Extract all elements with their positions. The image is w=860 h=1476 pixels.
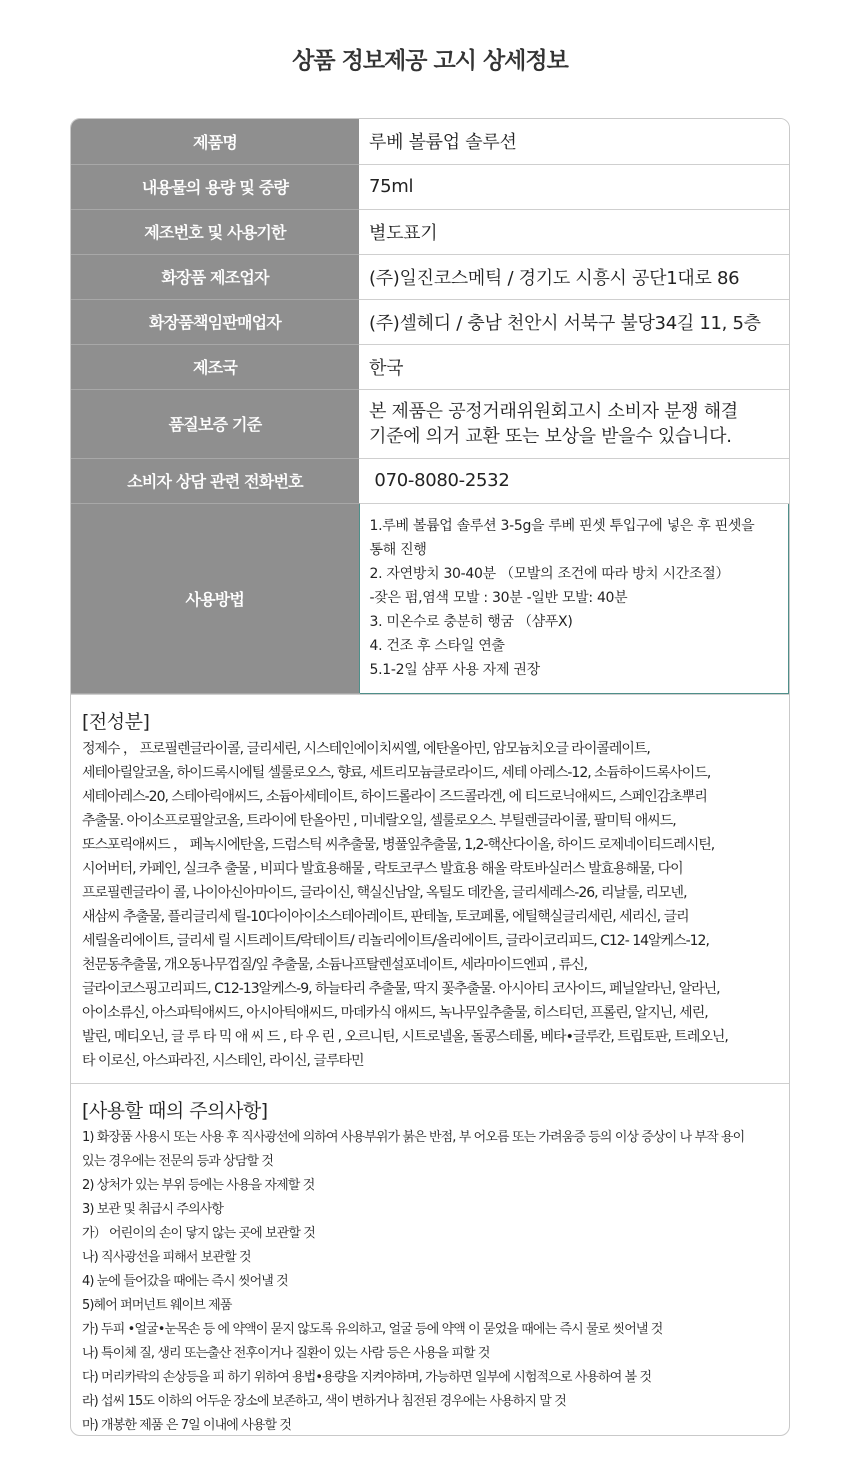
ingredients-line: 시어버터, 카페인, 실크추 출물 , 비피다 발효용해물 , 락토코쿠스 발효용 해올 락토바실러스 발효용해물, 다이 [82, 860, 683, 877]
cautions-title: [사용할 때의 주의사항] [82, 1099, 268, 1122]
ingredients-line: 아이소류신, 아스파틱애씨드, 아시아틱애씨드, 마데카식 애씨드, 녹나무잎추출물, 히스티던, 프롤린, 알지닌, 세린, [82, 1004, 708, 1021]
table-row-usage [71, 503, 789, 693]
caution-line: 2) 상처가 있는 부위 등에는 사용을 자제할 것 [82, 1177, 315, 1193]
phone-number: 070-8080-2532 [359, 458, 789, 503]
product-info-table [71, 119, 789, 694]
usage-line: 2. 자연방치 30-40분 （모발의 조건에 따라 방치 시간조절） [369, 565, 730, 582]
usage-instructions [359, 503, 789, 693]
row-value: 별도표기 [359, 209, 789, 254]
table-row-manufacturer [71, 254, 789, 299]
row-label: 품질보증 기준 [71, 389, 359, 458]
caution-line: 4) 눈에 들어갔을 때에는 즉시 씻어낼 것 [82, 1273, 288, 1289]
caution-line: 마) 개봉한 제품 은 7일 이내에 사용할 것 [82, 1417, 292, 1433]
ingredients-line: 타 이로신, 아스파라진, 시스테인, 라이신, 글루타민 [82, 1052, 364, 1069]
ingredients-line: 프로필렌글라이 콜, 나이아신아마이드, 글라이신, 핵실신남알, 옥틸도 데칸올, 글리세레스-26, 리날룰, 리모넨, [82, 884, 687, 901]
row-value [359, 389, 789, 458]
cautions-list [82, 1126, 778, 1437]
ingredients-line: 세테아릴알코올, 하이드록시에틸 셀룰로오스, 향료, 세트리모늄클로라이드, 세테 아레스-12, 소듐하이드록사이드, [82, 764, 711, 781]
table-row-seller [71, 299, 789, 344]
ingredients-line: 발린, 메티오닌, 글 루 타 믹 애 씨 드 , 타 우 린 , 오르니틴, 시트로넬올, 돌콩스테롤, 베타•글루칸, 트립토판, 트레오닌, [82, 1028, 728, 1045]
row-label: 내용물의 용량 및 중량 [71, 164, 359, 209]
ingredients-line: 또스포릭애씨드 ， 페녹시에탄올, 드럼스틱 씨추출물, 병풀잎추출물, 1,2-핵산다이올, 하이드 로제네이티드레시틴, [82, 836, 715, 853]
ingredients-line: 세테아레스-20, 스테아릭애씨드, 소듐아세테이트, 하이드롤라이 즈드콜라겐, 에 티드로닉애씨드, 스페인감초뿌리 [82, 788, 707, 805]
usage-line: 1.루베 볼륨업 솔루션 3-5g을 루베 핀셋 투입구에 넣은 후 핀셋을 [369, 517, 755, 534]
value-line: 본 제품은 공정거래위원회고시 소비자 분쟁 해결 [369, 400, 738, 422]
row-value: (주)일진코스메틱 / 경기도 시흥시 공단1대로 86 [359, 254, 789, 299]
row-label: 화장품 제조업자 [71, 254, 359, 299]
row-label: 화장품책임판매업자 [71, 299, 359, 344]
row-value: 한국 [359, 344, 789, 389]
row-label: 사용방법 [71, 503, 359, 693]
caution-line: 5)헤어 퍼머넌트 웨이브 제품 [82, 1297, 232, 1313]
caution-line: 1) 화장품 사용시 또는 사용 후 직사광선에 의하여 사용부위가 붉은 반점, 부 어오름 또는 가려움증 등의 이상 증상이 나 부작 용이 [82, 1129, 745, 1145]
table-row-product-name [71, 119, 789, 164]
caution-line: 3) 보관 및 취급시 주의사항 [82, 1201, 224, 1217]
product-info-card [70, 118, 790, 1436]
ingredients-line: 추출물. 아이소프로필알코올, 트라이에 탄올아민 , 미네랄오일, 셀룰로오스. 부틸렌글라이콜, 팔미틱 애씨드, [82, 812, 676, 829]
row-label: 제조번호 및 사용기한 [71, 209, 359, 254]
usage-line: 통해 진행 [369, 541, 427, 558]
page-title: 상품 정보제공 고시 상세정보 [292, 48, 568, 74]
caution-line: 나) 직사광선을 피해서 보관할 것 [82, 1249, 251, 1265]
table-row-lot-expiry [71, 209, 789, 254]
ingredients-line: 세릴올리에이트, 글리세 릴 시트레이트/락테이트/ 리놀리에이트/올리에이트, 글라이코리피드, C12- 14알케스-12, [82, 932, 709, 949]
ingredients-line: 새삼씨 추출물, 플리글리세 릴-10다이아이소스테아레이트, 판테놀, 토코페롤, 에틸핵실글리세린, 세리신, 글리 [82, 908, 689, 925]
table-row-volume [71, 164, 789, 209]
ingredients-line: 글라이코스핑고리피드, C12-13알케스-9, 하늘타리 추출물, 딱지 꽃추출물. 아시아티 코사이드, 페닐알라닌, 알라닌, [82, 980, 720, 997]
caution-line: 다) 머리카락의 손상등을 피 하기 위하여 용법•용량을 지켜야하며, 가능하면 일부에 시험적으로 사용하여 볼 것 [82, 1369, 652, 1385]
value-line: 기준에 의거 교환 또는 보상을 받을수 있습니다. [369, 425, 732, 447]
row-label: 소비자 상담 관련 전화번호 [71, 458, 359, 503]
table-row-country [71, 344, 789, 389]
usage-line: -잦은 펌,염색 모발 : 30분 -일반 모발: 40분 [369, 589, 628, 606]
ingredients-line: 천문동추출물, 개오동나무껍질/잎 추출물, 소듐나프탈렌설포네이트, 세라마이드엔피 , 류신, [82, 956, 588, 973]
caution-line: 가) 두피 •얼굴•눈목손 등 에 약액이 묻지 않도록 유의하고, 얼굴 등에 약액 이 묻었을 때에는 즉시 물로 씻어낼 것 [82, 1321, 663, 1337]
caution-line: 있는 경우에는 전문의 등과 상담할 것 [82, 1153, 274, 1169]
cautions-section [71, 1083, 789, 1437]
usage-line: 5.1-2일 샴푸 사용 자제 권장 [369, 661, 540, 678]
ingredients-line: 정제수 ， 프로필렌글라이콜, 글리세린, 시스테인에이치씨엘, 에탄올아민, 암모늄치오글 라이콜레이트, [82, 740, 650, 757]
table-row-phone [71, 458, 789, 503]
table-row-quality [71, 389, 789, 458]
usage-line: 3. 미온수로 충분히 행굼 （샴푸X) [369, 613, 573, 630]
ingredients-list [82, 737, 778, 1073]
caution-line: 라) 섭씨 15도 이하의 어두운 장소에 보존하고, 색이 변하거나 침전된 경우에는 사용하지 말 것 [82, 1393, 566, 1409]
row-label: 제품명 [71, 119, 359, 164]
ingredients-section [71, 694, 789, 1083]
caution-line: 가） 어린이의 손이 닿지 않는 곳에 보관할 것 [82, 1225, 315, 1241]
row-value: (주)셀헤디 / 충남 천안시 서북구 불당34길 11, 5층 [359, 299, 789, 344]
row-value: 75ml [359, 164, 789, 209]
caution-line: 나) 특이체 질, 생리 또는출산 전후이거나 질환이 있는 사람 등은 사용을 피할 것 [82, 1345, 490, 1361]
row-value: 루베 볼륨업 솔루션 [359, 119, 789, 164]
ingredients-title: [전성분] [82, 710, 150, 733]
usage-line: 4. 건조 후 스타일 연출 [369, 637, 505, 654]
row-label: 제조국 [71, 344, 359, 389]
